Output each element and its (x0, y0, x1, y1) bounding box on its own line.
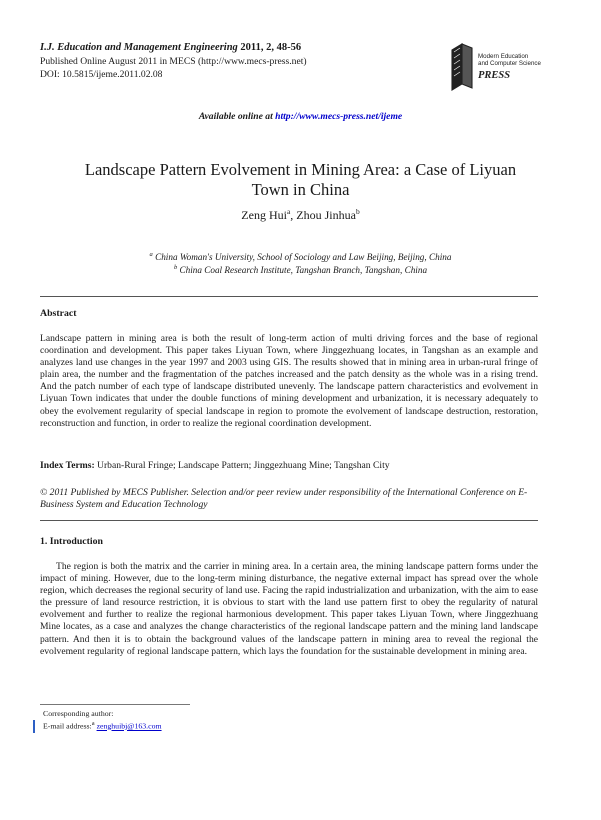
available-online-prefix: Available online at (198, 111, 276, 122)
journal-url-link[interactable]: http://www.mecs-press.net/ijeme (275, 111, 403, 122)
published-line: Published Online August 2011 in MECS (http://www.mecs-press.net) (40, 56, 307, 67)
author-name: Zeng Hui (241, 208, 287, 222)
title-line-1: Landscape Pattern Evolvement in Mining Area: a Case of Liyuan (84, 160, 517, 179)
logo-wordmark: PRESS (478, 70, 511, 81)
title-line-2: Town in China (251, 180, 350, 199)
email-mark: a (91, 720, 95, 727)
email-line (43, 719, 162, 731)
footnote-rule (40, 704, 190, 705)
affiliation-a (0, 249, 601, 263)
change-marker (33, 720, 35, 733)
paper-title (40, 160, 561, 200)
publisher-logo (448, 40, 558, 92)
author-list: Zeng Hui$^a$, Zhou Jinhua$^b$ (241, 207, 360, 222)
author-mark: a (286, 207, 291, 216)
divider (40, 520, 538, 521)
book-stack-icon (448, 40, 558, 92)
abstract-heading: Abstract (40, 308, 77, 319)
corresponding-author-label: Corresponding author: (43, 709, 114, 718)
journal-issue: 2011, 2, 48-56 (240, 42, 302, 53)
email-label: E-mail address: (43, 721, 92, 731)
doi-line: DOI: 10.5815/ijeme.2011.02.08 (40, 69, 163, 80)
introduction-text: The region is both the matrix and the carrier in mining area. In a certain area, the mining landscape pattern forms under the impact of mining. However, due to the long-term mining disturbance, the negative external impact has spread over the whole region, which decreases the regional security of land use. Facing the rapid industrialization and urbanization, with the aim to ease the pressure of land resource restriction, it is obvious to start with the land use pattern first to obey the regularity of natural evolvement and further to realize the regional harmonious development. This paper takes Liyuan Town, where Jinggezhuang Mine locates, as a case and analyzes the change characteristics of the regional landscape pattern and the mining land landscape pattern. And then it is to obtain the background values of the landscape pattern in mining area to reveal the regional the evolvement regularity of regional landscape pattern, which lays the foundation for the sustainable development in mining area. (40, 561, 538, 657)
index-terms-label: Index Terms: (40, 460, 95, 471)
index-terms (40, 460, 538, 472)
copyright-notice: © 2011 Published by MECS Publisher. Selection and/or peer review under responsibility of the International Conference on E-Business System and Education Technology (40, 487, 528, 511)
affiliation-mark: a (149, 251, 153, 258)
journal-name: I.J. Education and Management Engineering (40, 42, 238, 53)
logo-line1: Modern Education (478, 53, 529, 60)
affiliation-text: China Coal Research Institute, Tangshan Branch, Tangshan, China (179, 265, 428, 276)
email-link[interactable]: zenghuibj@163.com (96, 721, 162, 731)
available-online (0, 111, 601, 122)
author-mark: b (355, 207, 360, 216)
logo-line2: and Computer Science (478, 60, 541, 67)
introduction-heading: 1. Introduction (40, 536, 103, 547)
journal-header (40, 42, 301, 55)
author-name: Zhou Jinhua (296, 208, 356, 222)
affiliation-b (0, 262, 601, 276)
affiliation-mark: b (173, 264, 178, 271)
divider (40, 296, 538, 297)
index-terms-text: Urban-Rural Fringe; Landscape Pattern; Jinggezhuang Mine; Tangshan City (94, 460, 390, 471)
abstract-text: Landscape pattern in mining area is both the result of long-term action of multi driving forces and the base of regional coordination and development. This paper takes Liyuan Town, where Jinggezhuang locates, in Tangshan as an example and analyzes land use changes in the year 1997 and 2003 using GIS. The results showed that in mining area in urban-rural fringe of plain area, the number and the fragmentation of the patches increased and the patch density as the whole was in a rising trend. And the patch number of each type of landscape distributed unevenly. The landscape pattern characteristics and evolvement in Liyuan Town indicates that under the double functions of mining development and urbanization, it is necessary adequately to obey the evolvement regularity of special landscape in region to promote the evolvement of landscape destruction, restoration, reconstruction and function, in order to realize the regional coordination development. (40, 333, 538, 429)
affiliation-text: China Woman's University, School of Sociology and Law Beijing, Beijing, China (155, 252, 452, 263)
